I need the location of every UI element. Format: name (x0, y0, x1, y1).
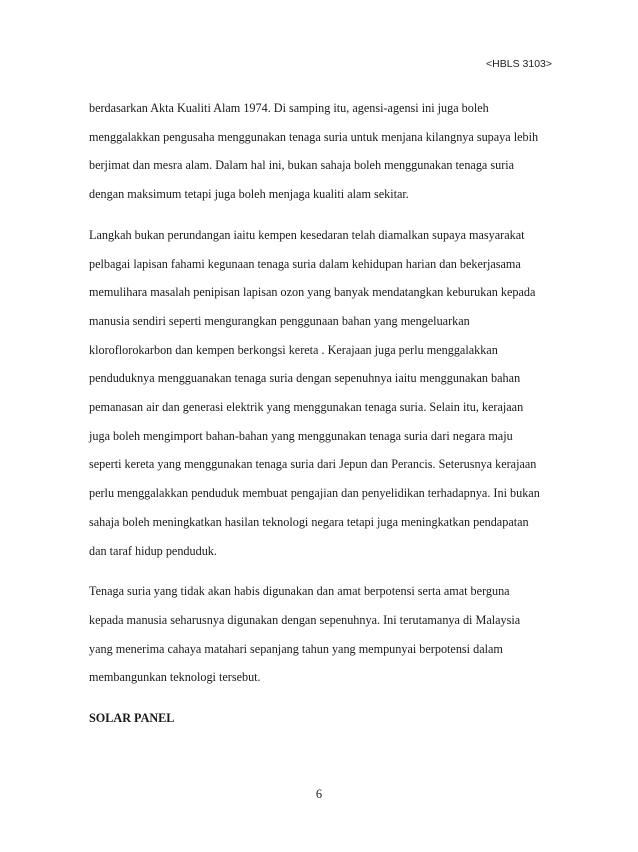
text-line: dengan maksimum tetapi juga boleh menjaga kualiti alam sekitar. (89, 187, 409, 202)
text-line: berdasarkan Akta Kualiti Alam 1974. Di samping itu, agensi-agensi ini juga boleh (89, 101, 489, 115)
text-line: dan taraf hidup penduduk. (89, 543, 217, 558)
text-line: pelbagai lapisan fahami kegunaan tenaga suria dalam kehidupan harian dan bekerjasama (89, 256, 521, 271)
section-heading: SOLAR PANEL (89, 711, 175, 726)
text-line: kloroflorokarbon dan kempen berkongsi kereta . Kerajaan juga perlu menggalakkan (89, 342, 498, 357)
document-code-header: <HBLS 3103> (486, 58, 552, 70)
text-line: penduduknya mengguanakan tenaga suria dengan sepenuhnya iaitu menggunakan bahan (89, 371, 521, 386)
text-line: seperti kereta yang menggunakan tenaga suria dari Jepun dan Perancis. Seterusnya kerajaan (89, 457, 537, 472)
text-line: memulihara masalah penipisan lapisan ozon yang banyak mendatangkan keburukan kepada (89, 285, 536, 300)
paragraph-2 (89, 221, 563, 565)
text-line: membangunkan teknologi tersebut. (89, 670, 261, 685)
text-line: juga boleh mengimport bahan-bahan yang menggunakan tenaga suria dari negara maju (89, 428, 513, 443)
text-line: pemanasan air dan generasi elektrik yang menggunakan tenaga suria. Selain itu, kerajaan (89, 400, 524, 415)
text-line: menggalakkan pengusaha menggunakan tenaga suria untuk menjana kilangnya supaya lebih (89, 129, 539, 144)
text-line: Langkah bukan perundangan iaitu kempen kesedaran telah diamalkan supaya masyarakat (89, 227, 525, 242)
text-line: perlu menggalakkan penduduk membuat pengajian dan penyelidikan terhadapnya. Ini bukan (89, 486, 540, 501)
document-body (89, 94, 563, 732)
page-number: 6 (315, 787, 323, 801)
text-line: yang menerima cahaya matahari sepanjang tahun yang mempunyai berpotensi dalam (89, 641, 503, 656)
paragraph-1 (89, 94, 563, 209)
text-line: kepada manusia seharusnya digunakan dengan sepenuhnya. Ini terutamanya di Malaysia (89, 612, 521, 627)
text-line: Tenaga suria yang tidak akan habis digunakan dan amat berpotensi serta amat berguna (89, 584, 510, 599)
text-line: sahaja boleh meningkatkan hasilan teknologi negara tetapi juga meningkatkan pendapatan (89, 514, 529, 529)
paragraph-3 (89, 577, 563, 692)
text-line: berjimat dan mesra alam. Dalam hal ini, bukan sahaja boleh menggunakan tenaga suria (89, 158, 515, 173)
text-line: manusia sendiri seperti mengurangkan penggunaan bahan yang mengeluarkan (89, 313, 470, 328)
